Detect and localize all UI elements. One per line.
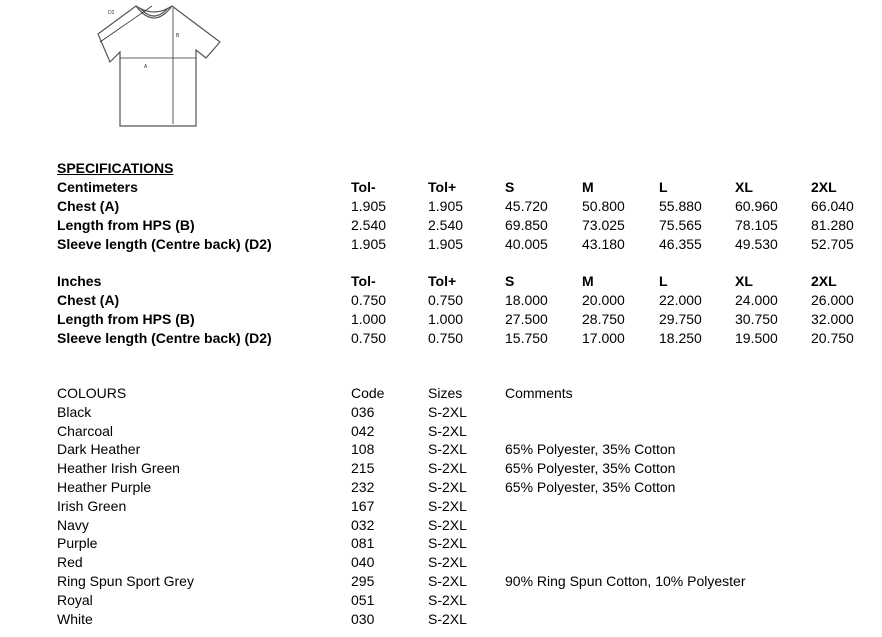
value-cell: 45.720 xyxy=(505,198,548,214)
colour-name: Dark Heather xyxy=(57,441,141,458)
colour-code: 081 xyxy=(351,535,375,552)
header-cell: XL xyxy=(735,273,753,289)
header-cell: COLOURS xyxy=(57,385,127,401)
value-cell: 66.040 xyxy=(811,198,854,214)
specifications-title: SPECIFICATIONS xyxy=(57,160,174,176)
colour-comment: 65% Polyester, 35% Cotton xyxy=(505,479,676,495)
value-cell: 29.750 xyxy=(659,311,702,327)
value-cell: 18.000 xyxy=(505,292,548,308)
colour-sizes: S-2XL xyxy=(428,610,467,627)
value-cell: 30.750 xyxy=(735,311,778,327)
header-cell: Code xyxy=(351,385,385,401)
colour-code: 232 xyxy=(351,479,375,495)
colour-code: 108 xyxy=(351,441,375,458)
label-d2: D2 xyxy=(108,10,115,16)
value-cell: 46.355 xyxy=(659,236,702,252)
value-cell: 1.905 xyxy=(428,236,464,252)
value-cell: 22.000 xyxy=(659,292,702,308)
colour-name: Ring Spun Sport Grey xyxy=(57,573,194,589)
value-cell: 1.905 xyxy=(428,198,464,214)
value-cell: 75.565 xyxy=(659,217,702,233)
colour-code: 167 xyxy=(351,497,375,514)
value-cell: 1.000 xyxy=(428,311,464,327)
colour-sizes: S-2XL xyxy=(428,591,467,608)
header-cell: S xyxy=(505,179,515,195)
value-cell: 50.800 xyxy=(582,198,625,214)
header-cell: Tol- xyxy=(351,273,376,289)
value-cell: 1.000 xyxy=(351,311,387,327)
colour-sizes: S-2XL xyxy=(428,441,467,458)
header-cell: Comments xyxy=(505,385,573,401)
colour-code: 040 xyxy=(351,554,375,571)
header-cell: L xyxy=(659,179,668,195)
tshirt-diagram xyxy=(78,0,228,130)
value-cell: 52.705 xyxy=(811,236,854,252)
value-cell: 19.500 xyxy=(735,330,778,346)
measurement-label: Length from HPS (B) xyxy=(57,217,195,233)
value-cell: 20.000 xyxy=(582,292,625,308)
value-cell: 18.250 xyxy=(659,330,702,346)
colour-sizes: S-2XL xyxy=(428,460,467,477)
value-cell: 1.905 xyxy=(351,236,387,252)
header-cell: Inches xyxy=(57,273,102,289)
value-cell: 55.880 xyxy=(659,198,702,214)
colour-name: Royal xyxy=(57,591,93,608)
header-cell: Sizes xyxy=(428,385,463,401)
value-cell: 0.750 xyxy=(351,292,387,308)
colour-code: 042 xyxy=(351,422,375,439)
colour-code: 030 xyxy=(351,610,375,627)
value-cell: 17.000 xyxy=(582,330,625,346)
measurement-label: Chest (A) xyxy=(57,292,120,308)
value-cell: 2.540 xyxy=(351,217,387,233)
colour-name: Heather Irish Green xyxy=(57,460,180,477)
colour-name: Red xyxy=(57,554,83,571)
colour-sizes: S-2XL xyxy=(428,554,467,571)
colour-sizes: S-2XL xyxy=(428,573,467,589)
header-cell: 2XL xyxy=(811,179,837,195)
measurement-label: Sleeve length (Centre back) (D2) xyxy=(57,330,272,346)
value-cell: 73.025 xyxy=(582,217,625,233)
value-cell: 40.005 xyxy=(505,236,548,252)
value-cell: 26.000 xyxy=(811,292,854,308)
colour-sizes: S-2XL xyxy=(428,497,467,514)
value-cell: 20.750 xyxy=(811,330,854,346)
value-cell: 15.750 xyxy=(505,330,548,346)
value-cell: 1.905 xyxy=(351,198,387,214)
header-cell: Tol+ xyxy=(428,179,457,195)
colour-code: 295 xyxy=(351,573,375,589)
value-cell: 81.280 xyxy=(811,217,854,233)
value-cell: 28.750 xyxy=(582,311,625,327)
value-cell: 43.180 xyxy=(582,236,625,252)
header-cell: M xyxy=(582,179,594,195)
value-cell: 27.500 xyxy=(505,311,548,327)
colour-name: Navy xyxy=(57,516,89,533)
header-cell: Centimeters xyxy=(57,179,138,195)
colour-code: 215 xyxy=(351,460,375,477)
header-cell: S xyxy=(505,273,515,289)
colour-sizes: S-2XL xyxy=(428,422,467,439)
measurement-label: Sleeve length (Centre back) (D2) xyxy=(57,236,272,252)
colour-sizes: S-2XL xyxy=(428,516,467,533)
value-cell: 49.530 xyxy=(735,236,778,252)
value-cell: 0.750 xyxy=(351,330,387,346)
header-cell: 2XL xyxy=(811,273,837,289)
value-cell: 2.540 xyxy=(428,217,464,233)
colour-code: 032 xyxy=(351,516,375,533)
value-cell: 60.960 xyxy=(735,198,778,214)
colour-name: White xyxy=(57,610,93,627)
measurement-label: Chest (A) xyxy=(57,198,120,214)
colour-name: Charcoal xyxy=(57,422,114,439)
label-b: B xyxy=(176,33,180,39)
header-cell: L xyxy=(659,273,668,289)
colour-name: Irish Green xyxy=(57,497,127,514)
colour-code: 036 xyxy=(351,403,375,420)
colour-sizes: S-2XL xyxy=(428,403,467,420)
header-cell: Tol+ xyxy=(428,273,457,289)
colour-name: Black xyxy=(57,403,92,420)
colour-comment: 90% Ring Spun Cotton, 10% Polyester xyxy=(505,573,746,589)
value-cell: 0.750 xyxy=(428,292,464,308)
measurement-label: Length from HPS (B) xyxy=(57,311,195,327)
header-cell: XL xyxy=(735,179,753,195)
value-cell: 24.000 xyxy=(735,292,778,308)
value-cell: 32.000 xyxy=(811,311,854,327)
colour-name: Purple xyxy=(57,535,98,552)
label-a: A xyxy=(144,64,148,70)
colour-code: 051 xyxy=(351,591,375,608)
colour-comment: 65% Polyester, 35% Cotton xyxy=(505,460,676,477)
header-cell: M xyxy=(582,273,594,289)
colour-name: Heather Purple xyxy=(57,479,152,495)
colour-sizes: S-2XL xyxy=(428,535,467,552)
value-cell: 0.750 xyxy=(428,330,464,346)
colour-comment: 65% Polyester, 35% Cotton xyxy=(505,441,676,458)
value-cell: 78.105 xyxy=(735,217,778,233)
colour-sizes: S-2XL xyxy=(428,479,467,495)
value-cell: 69.850 xyxy=(505,217,548,233)
header-cell: Tol- xyxy=(351,179,376,195)
